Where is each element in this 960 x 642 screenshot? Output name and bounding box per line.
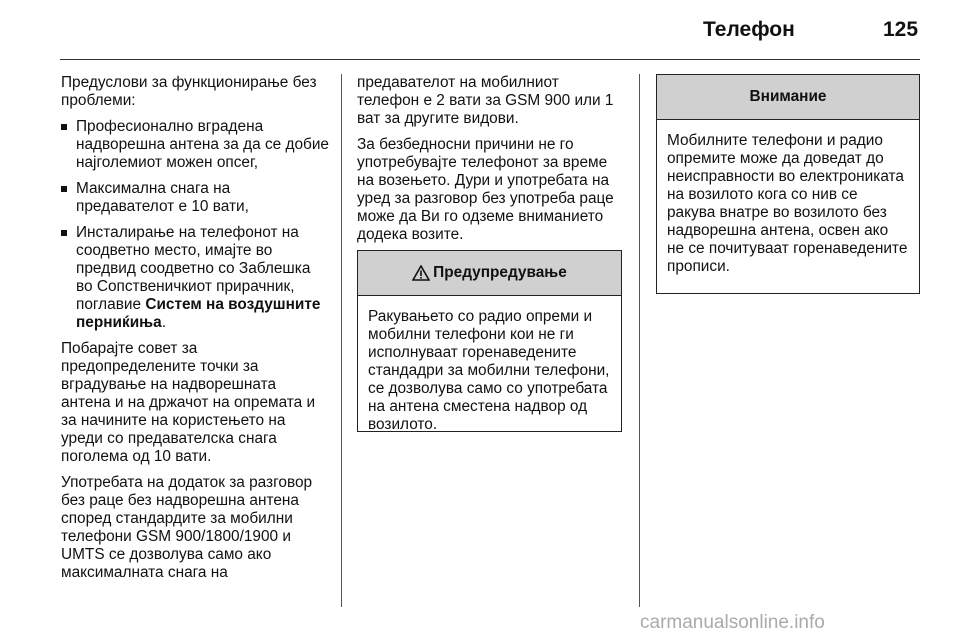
bullet-square-icon	[61, 186, 67, 192]
list-item	[61, 224, 329, 332]
handsfree-paragraph: Употребата на додаток за разговор без раце без надворешна антена според стандардите за мобилни телефони GSM 900/1800/1900 и UMTS се дозволува само ако максималната снага на	[61, 474, 313, 581]
warning-header	[358, 251, 621, 296]
watermark-text: carmanualsonline.info	[640, 612, 825, 633]
caution-title: Внимание	[749, 88, 827, 105]
list-item	[61, 180, 329, 216]
power-paragraph: предавателот на мобилниот телефон е 2 вати за GSM 900 или 1 ват за другите видови.	[357, 74, 614, 127]
column-divider	[341, 74, 342, 607]
section-title: Телефон	[703, 18, 795, 41]
page-number: 125	[883, 18, 919, 41]
column-middle	[357, 74, 625, 252]
airbag-section-reference: Систем на воздушните перниќиња	[76, 296, 321, 331]
header-divider	[60, 59, 920, 60]
list-item	[61, 118, 329, 172]
requirements-list	[61, 118, 329, 332]
column-divider	[639, 74, 640, 607]
intro-paragraph: Предуслови за функционирање без проблеми:	[61, 74, 317, 109]
list-item-text: Максимална снага на предавателот е 10 вати,	[76, 180, 249, 215]
warning-text: Ракувањето со радио опреми и мобилни телефони кои не ги исполнуваат горенаведените стандадри за мобилни телефони, се дозволува само со употребата на антена сместена надвор од возилото.	[368, 308, 610, 433]
list-item-end: .	[161, 314, 166, 331]
bullet-square-icon	[61, 230, 67, 236]
safety-paragraph: За безбедносни причини не го употребувајте телефонот за време на возењето. Дури и употребата на уред за разговор без употреба раце може да Ви го одземе вниманието додека возите.	[357, 136, 614, 243]
bullet-square-icon	[61, 124, 67, 130]
caution-text: Мобилните телефони и радио опремите може да доведат до неисправности во електрониката на возилото кога со нив се ракува внатре во возилото без надворешна антена, освен ако не се почитуваат горенаведените прописи.	[667, 132, 908, 275]
antenna-advice-paragraph: Побарајте совет за предопределените точки за вградување на надворешната антена и на држачот на опремата и за начините на користењето на уреди со предавателска снага поголема од 10 вати.	[61, 340, 316, 465]
caution-header	[657, 75, 919, 120]
list-item-text: Професионално вградена надворешна антена за да се добие најголемиот можен опсег,	[76, 118, 329, 171]
caution-box	[656, 74, 920, 294]
list-item-text: Инсталирање на телефонот на соодветно место, имајте во предвид соодветно со Заблешка во Сопственичкиот прирачник, поглавие	[76, 224, 311, 313]
column-left	[61, 74, 329, 590]
warning-triangle-icon	[412, 265, 430, 281]
warning-box	[357, 250, 622, 432]
warning-title: Предупредување	[433, 264, 567, 281]
